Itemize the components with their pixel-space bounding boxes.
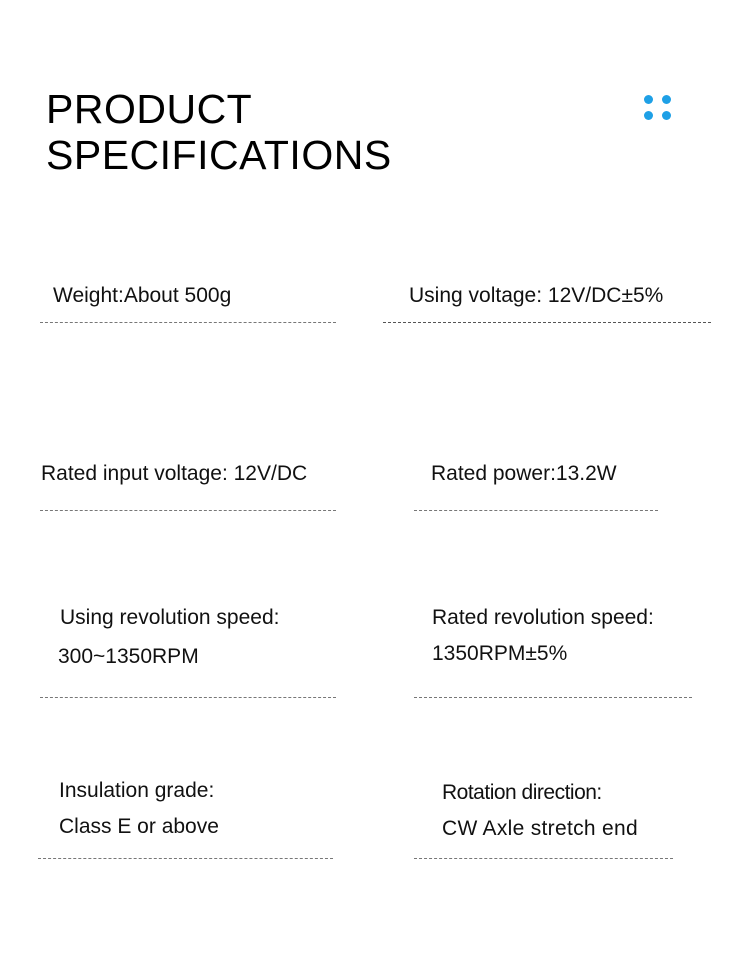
spec-rotation-direction-value-row [442,817,638,841]
divider [40,322,336,323]
divider [383,322,711,323]
title-line-specifications: SPECIFICATIONS [46,132,392,178]
spec-rated-revolution-speed-label: Rated revolution speed: [432,606,654,629]
spec-weight [53,284,231,308]
spec-insulation-grade-value-row [59,815,219,839]
dot [644,111,653,120]
spec-rated-revolution-speed-value: 1350RPM±5% [432,642,568,665]
divider [414,510,658,511]
spec-insulation-grade-label: Insulation grade: [59,779,215,802]
divider [40,697,336,698]
spec-rated-revolution-speed-value-row [432,642,567,666]
title-line-product: PRODUCT [46,86,253,132]
divider [40,510,336,511]
divider [414,858,673,859]
spec-rated-revolution-speed [432,606,654,630]
spec-rated-power-text: Rated power:13.2W [431,462,617,485]
spec-using-revolution-speed-label: Using revolution speed: [60,606,280,629]
spec-weight-text: Weight:About 500g [53,284,232,307]
spec-rated-input-voltage [41,462,307,486]
spec-rated-input-voltage-text: Rated input voltage: 12V/DC [41,462,308,485]
spec-rotation-direction-value: CW Axle stretch end [442,817,638,840]
spec-rotation-direction-label: Rotation direction: [442,781,602,804]
dot [662,111,671,120]
spec-using-revolution-speed [60,606,279,630]
spec-rated-power [431,462,617,486]
spec-using-revolution-speed-value-row [58,645,199,669]
four-dots-icon [644,95,674,123]
spec-rotation-direction [442,781,602,805]
spec-using-revolution-speed-value: 300~1350RPM [58,645,199,668]
divider [414,697,692,698]
spec-insulation-grade-value: Class E or above [59,815,219,838]
spec-insulation-grade [59,779,214,803]
divider [38,858,333,859]
dot [644,95,653,104]
spec-using-voltage [409,284,663,308]
page-title [46,86,392,178]
dot [662,95,671,104]
spec-using-voltage-text: Using voltage: 12V/DC±5% [409,284,664,307]
